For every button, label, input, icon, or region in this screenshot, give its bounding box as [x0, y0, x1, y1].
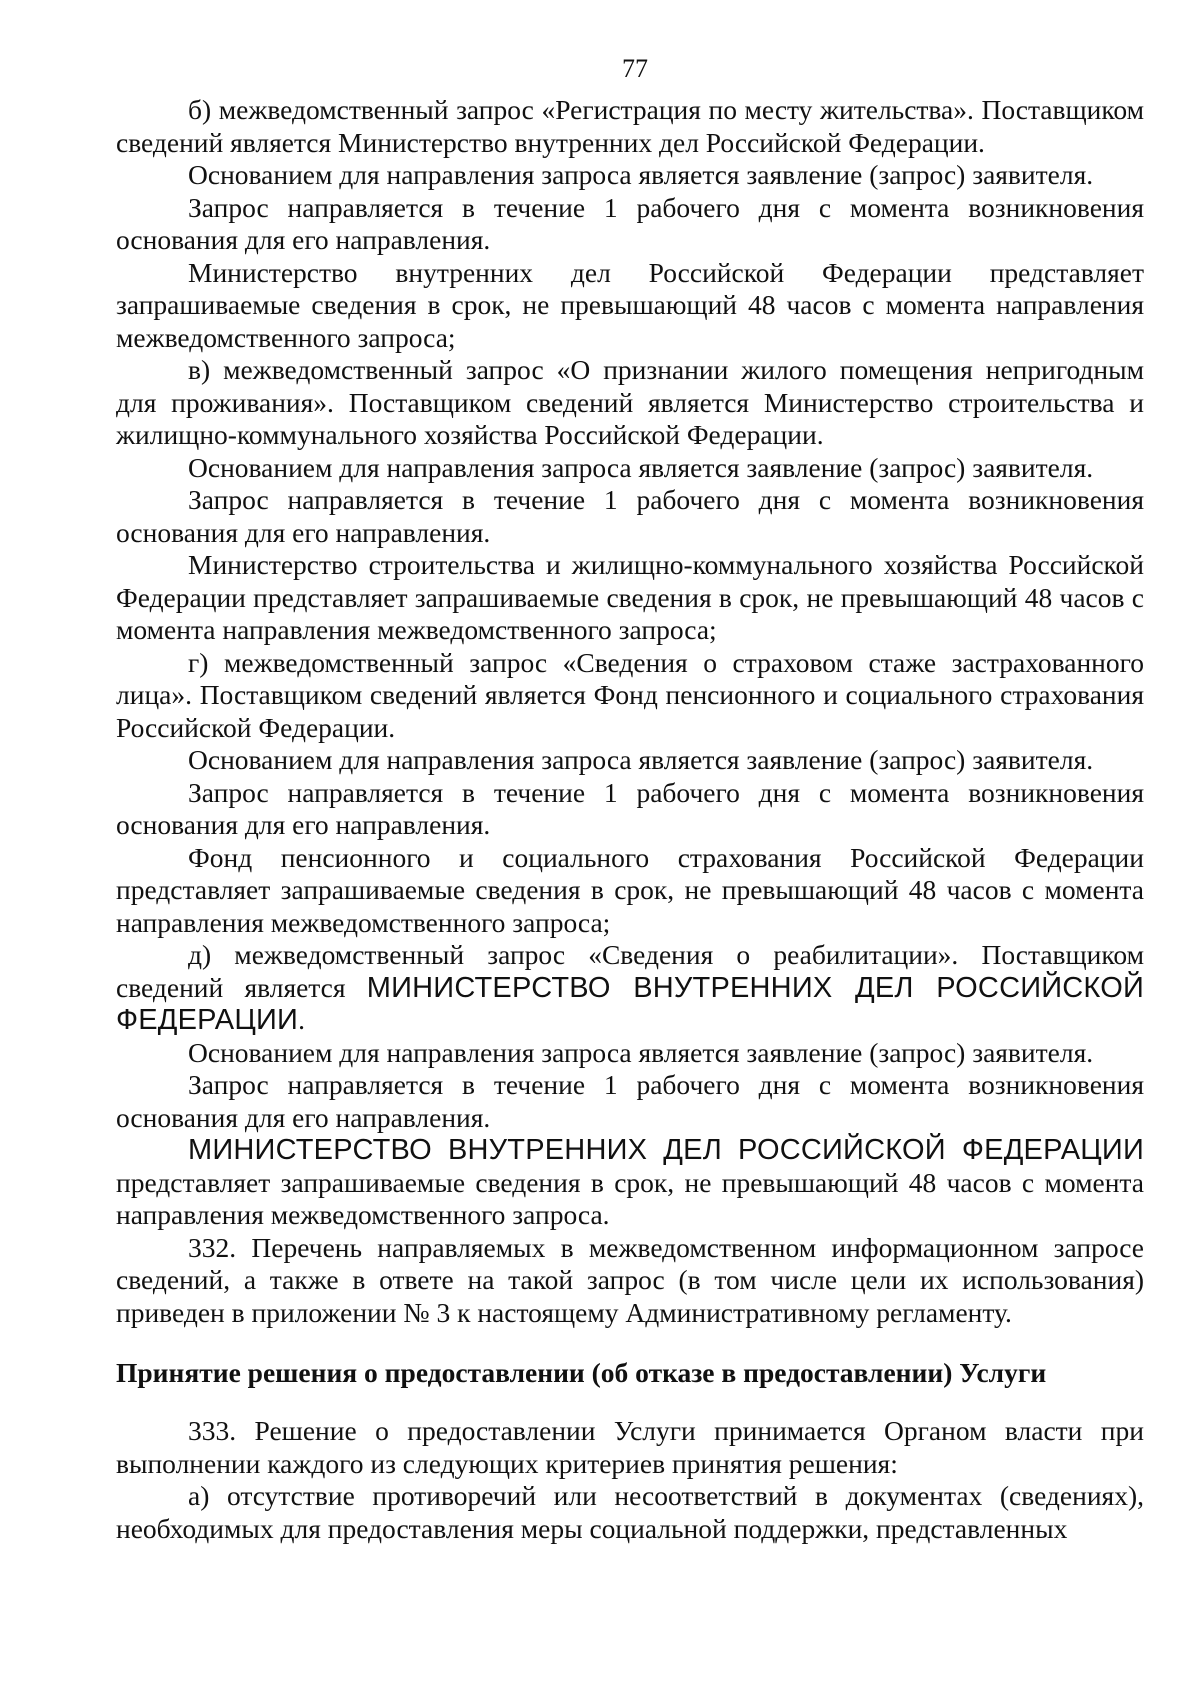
paragraph-v-request: в) межведомственный запрос «О признании жилого помещения непригодным для проживания». Поставщиком сведений является Министерство строительства и жилищно-коммунального хозяйства Российской Федерации.: [116, 354, 1144, 450]
paragraph-d-request: [116, 939, 1144, 1037]
paragraph-request-basis: Основанием для направления запроса является заявление (запрос) заявителя.: [188, 1036, 1094, 1068]
paragraph-b-request: б) межведомственный запрос «Регистрация по месту жительства». Поставщиком сведений является Министерство внутренних дел Российской Федерации.: [116, 94, 1144, 158]
paragraph-request-basis: Основанием для направления запроса является заявление (запрос) заявителя.: [188, 159, 1094, 190]
paragraph-g-request: г) межведомственный запрос «Сведения о страховом стаже застрахованного лица». Поставщиком сведений является Фонд пенсионного и социального страхования Российской Федерации.: [116, 646, 1144, 743]
document-body: [116, 94, 1144, 1545]
paragraph-mvd-caps-response: [116, 1134, 1144, 1232]
paragraph-request-timing: Запрос направляется в течение 1 рабочего дня с момента возникновения основания для его направления.: [116, 776, 1144, 840]
paragraph-sfr-response: Фонд пенсионного и социального страхования Российской Федерации представляет запрашиваемые сведения в срок, не превышающий 48 часов с момента направления межведомственного запроса;: [116, 841, 1144, 938]
page-number: 77: [622, 54, 648, 83]
paragraph-request-timing: Запрос направляется в течение 1 рабочего дня с момента возникновения основания для его направления.: [116, 191, 1144, 255]
paragraph-request-basis: Основанием для направления запроса является заявление (запрос) заявителя.: [188, 451, 1094, 483]
paragraph-mvd-response: Министерство внутренних дел Российской Федерации представляет запрашиваемые сведения в срок, не превышающий 48 часов с момента направления межведомственного запроса;: [116, 256, 1144, 353]
paragraph-d-suffix: .: [298, 1004, 305, 1035]
paragraph-332: 332. Перечень направляемых в межведомственном информационном запросе сведений, а также в ответе на такой запрос (в том числе цели их использования) приведен в приложении № 3 к настоящему Административному регламенту.: [116, 1231, 1144, 1328]
paragraph-minstroy-response: Министерство строительства и жилищно-коммунального хозяйства Российской Федерации представляет запрашиваемые сведения в срок, не превышающий 48 часов с момента направления межведомственного запроса;: [116, 549, 1144, 645]
paragraph-d-provider-caps: МИНИСТЕРСТВО ВНУТРЕННИХ ДЕЛ РОССИЙСКОЙ ФЕДЕРАЦИИ: [116, 971, 1145, 1036]
paragraph-333-a: а) отсутствие противоречий или несоответствий в документах (сведениях), необходимых для предоставления меры социальной поддержки, представленных: [116, 1480, 1144, 1544]
paragraph-request-basis: Основанием для направления запроса является заявление (запрос) заявителя.: [188, 744, 1094, 775]
paragraph-d-prefix: д) межведомственный запрос «Сведения о реабилитации». Поставщиком сведений является: [116, 939, 1144, 1003]
paragraph-mvd-suffix: представляет запрашиваемые сведения в срок, не превышающий 48 часов с момента направления межведомственного запроса.: [116, 1166, 1144, 1230]
paragraph-333: 333. Решение о предоставлении Услуги принимается Органом власти при выполнении каждого из следующих критериев принятия решения:: [116, 1415, 1144, 1479]
section-heading: Принятие решения о предоставлении (об отказе в предоставлении) Услуги: [116, 1357, 1047, 1388]
paragraph-request-timing: Запрос направляется в течение 1 рабочего дня с момента возникновения основания для его направления.: [116, 484, 1144, 548]
paragraph-mvd-caps: МИНИСТЕРСТВО ВНУТРЕННИХ ДЕЛ РОССИЙСКОЙ ФЕДЕРАЦИИ: [188, 1134, 1144, 1166]
paragraph-request-timing: Запрос направляется в течение 1 рабочего дня с момента возникновения основания для его направления.: [116, 1069, 1144, 1133]
